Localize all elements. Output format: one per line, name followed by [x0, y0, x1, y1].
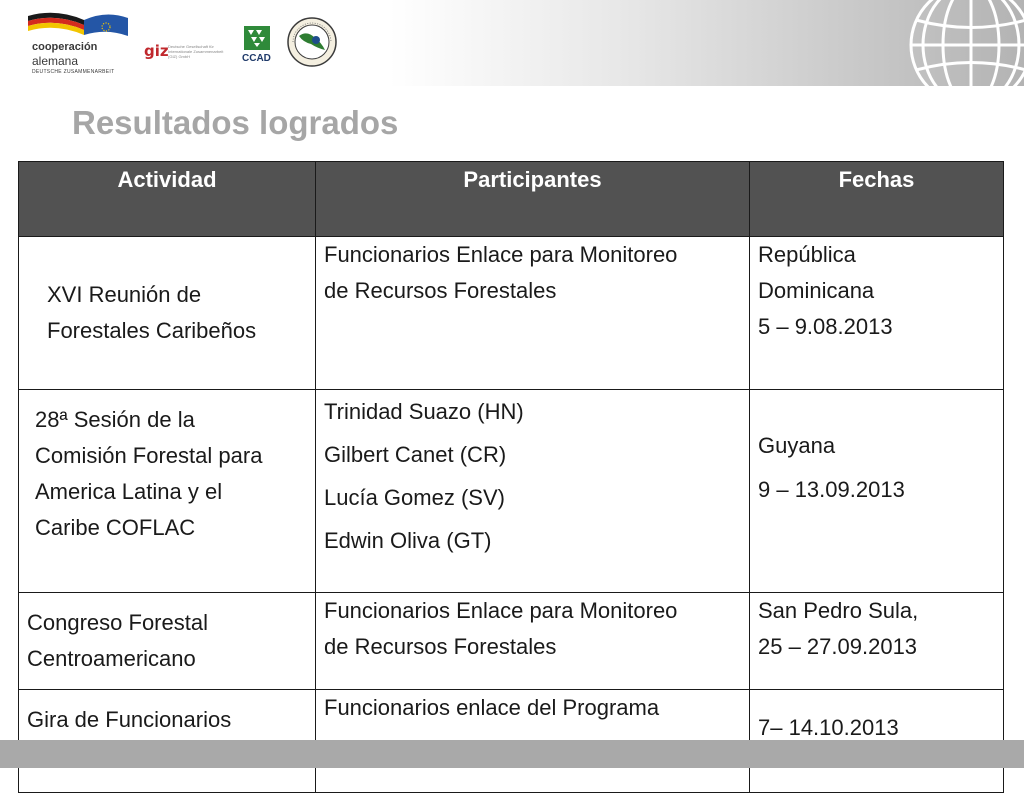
cell-participantes	[316, 593, 750, 690]
cooperacion-alemana-logo	[26, 8, 136, 74]
cell-text: de Recursos Forestales	[324, 278, 557, 303]
cooperacion-text: cooperación	[32, 41, 98, 53]
german-eu-flag-icon	[26, 10, 130, 44]
giz-full-name: Deutsche Gesellschaft für Internationale Zusammenarbeit (GIZ) GmbH	[168, 44, 224, 59]
cell-text: Funcionarios Enlace para Monitoreo	[324, 242, 678, 267]
alemana-text: alemana	[32, 54, 79, 68]
header-participantes: Participantes	[316, 162, 750, 237]
header-fechas: Fechas	[750, 162, 1004, 237]
cell-text: 28ª Sesión de la	[35, 407, 195, 432]
deutsche-zusammenarbeit-text: DEUTSCHE ZUSAMMENARBEIT	[32, 69, 115, 75]
table-header-row	[19, 162, 1004, 237]
cell-text: Congreso Forestal	[27, 610, 208, 635]
cell-text: República	[758, 242, 856, 267]
footer-bar	[0, 740, 1024, 768]
cell-text: XVI Reunión de	[47, 282, 202, 307]
cell-text: 7– 14.10.2013	[758, 715, 899, 740]
giz-wordmark: giz	[144, 42, 169, 60]
cell-actividad	[19, 390, 316, 593]
cell-text: Comisión Forestal para	[35, 443, 263, 468]
cell-text: Lucía Gomez (SV)	[324, 485, 505, 510]
cell-text: Caribe COFLAC	[35, 515, 196, 540]
cell-text: Dominicana	[758, 278, 875, 303]
cell-text: Centroamericano	[27, 646, 196, 671]
cell-fechas	[750, 390, 1004, 593]
cell-participantes	[316, 390, 750, 593]
cell-fechas	[750, 593, 1004, 690]
cell-text: Trinidad Suazo (HN)	[324, 399, 524, 424]
cell-actividad	[19, 593, 316, 690]
globe-icon	[886, 0, 1024, 86]
ccad-emblem-icon	[244, 26, 270, 50]
cell-text: de Recursos Forestales	[324, 634, 557, 659]
header-band	[0, 0, 1024, 86]
cell-fechas	[750, 237, 1004, 390]
table-row	[19, 593, 1004, 690]
cell-actividad	[19, 237, 316, 390]
cell-text: Funcionarios enlace del Programa	[324, 695, 660, 720]
cell-text: Gira de Funcionarios	[27, 707, 232, 732]
cell-text: Gilbert Canet (CR)	[324, 442, 507, 467]
table-row	[19, 237, 1004, 390]
cell-text: Funcionarios Enlace para Monitoreo	[324, 598, 678, 623]
cell-text: 25 – 27.09.2013	[758, 634, 918, 659]
cell-text: Forestales Caribeños	[47, 318, 257, 343]
table-row	[19, 390, 1004, 593]
giz-logo	[144, 42, 224, 66]
cell-text: Guyana	[758, 433, 836, 458]
ccad-text: CCAD	[242, 53, 271, 64]
cell-participantes	[316, 237, 750, 390]
cell-text: America Latina y el	[35, 479, 223, 504]
header-actividad: Actividad	[19, 162, 316, 237]
sica-seal-icon	[285, 12, 339, 74]
ccad-logo	[242, 26, 272, 66]
cell-text: 5 – 9.08.2013	[758, 314, 893, 339]
cell-text: 9 – 13.09.2013	[758, 477, 905, 502]
cell-text: San Pedro Sula,	[758, 598, 919, 623]
cell-text: Edwin Oliva (GT)	[324, 528, 492, 553]
results-table	[18, 161, 1004, 793]
page-title: Resultados logrados	[72, 104, 399, 141]
